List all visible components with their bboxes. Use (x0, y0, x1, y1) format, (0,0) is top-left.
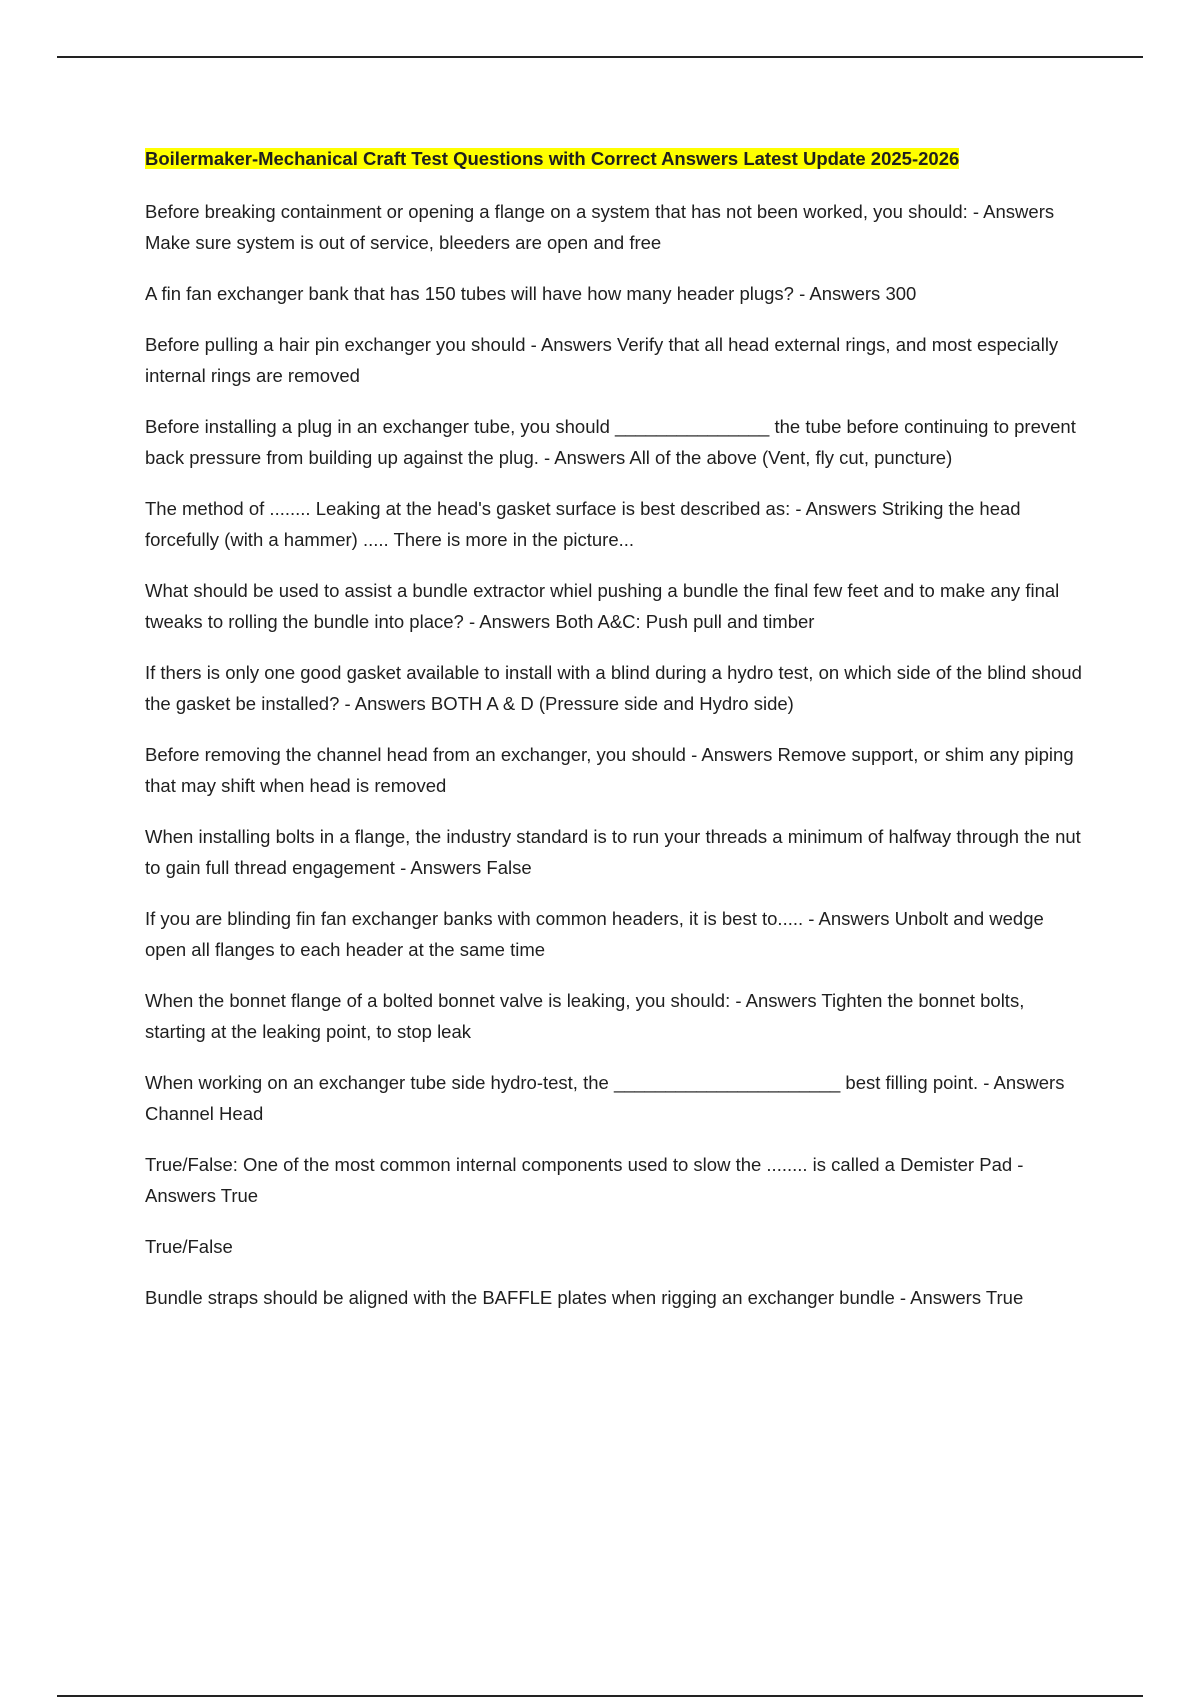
document-body (145, 144, 1090, 1333)
qa-item: If thers is only one good gasket available to install with a blind during a hydro test, on which side of the blind shoud the gasket be installed? - Answers BOTH A & D (Pressure side and Hydro side) (145, 662, 1082, 714)
qa-item: Before breaking containment or opening a flange on a system that has not been worked, you should: - Answers Make sure system is out of service, bleeders are open and free (145, 201, 1055, 253)
qa-item: What should be used to assist a bundle extractor whiel pushing a bundle the final few feet and to make any final tweaks to rolling the bundle into place? - Answers Both A&C: Push pull and timber (145, 580, 1060, 632)
qa-item: When the bonnet flange of a bolted bonnet valve is leaking, you should: - Answers Tighten the bonnet bolts, starting at the leaking point, to stop leak (145, 990, 1025, 1042)
qa-item: If you are blinding fin fan exchanger banks with common headers, it is best to..... - Answers Unbolt and wedge open all flanges to each header at the same time (145, 908, 1044, 960)
qa-item: True/False (145, 1236, 233, 1257)
qa-item: Before pulling a hair pin exchanger you should - Answers Verify that all head external rings, and most especially internal rings are removed (145, 334, 1059, 386)
qa-item: The method of ........ Leaking at the head's gasket surface is best described as: - Answers Striking the head forcefully (with a hammer) ..... There is more in the picture... (145, 498, 1021, 550)
qa-item: A fin fan exchanger bank that has 150 tubes will have how many header plugs? - Answers 300 (145, 283, 917, 304)
qa-item: True/False: One of the most common internal components used to slow the ........ is called a Demister Pad - Answers True (145, 1154, 1024, 1206)
qa-item: Before installing a plug in an exchanger tube, you should _______________ the tube before continuing to prevent back pressure from building up against the plug. - Answers All of the above (Vent, fly cut, puncture) (145, 416, 1076, 468)
qa-item: Before removing the channel head from an exchanger, you should - Answers Remove support, or shim any piping that may shift when head is removed (145, 744, 1074, 796)
document-title-text: Boilermaker-Mechanical Craft Test Questions with Correct Answers Latest Update 2025-2026 (145, 148, 960, 169)
qa-item: When working on an exchanger tube side hydro-test, the ______________________ best filling point. - Answers Channel Head (145, 1072, 1065, 1124)
document-title (145, 144, 1090, 174)
qa-item: Bundle straps should be aligned with the BAFFLE plates when rigging an exchanger bundle - Answers True (145, 1287, 1024, 1308)
bottom-rule (57, 1695, 1143, 1697)
top-rule (57, 56, 1143, 58)
qa-item: When installing bolts in a flange, the industry standard is to run your threads a minimum of halfway through the nut to gain full thread engagement - Answers False (145, 826, 1081, 878)
